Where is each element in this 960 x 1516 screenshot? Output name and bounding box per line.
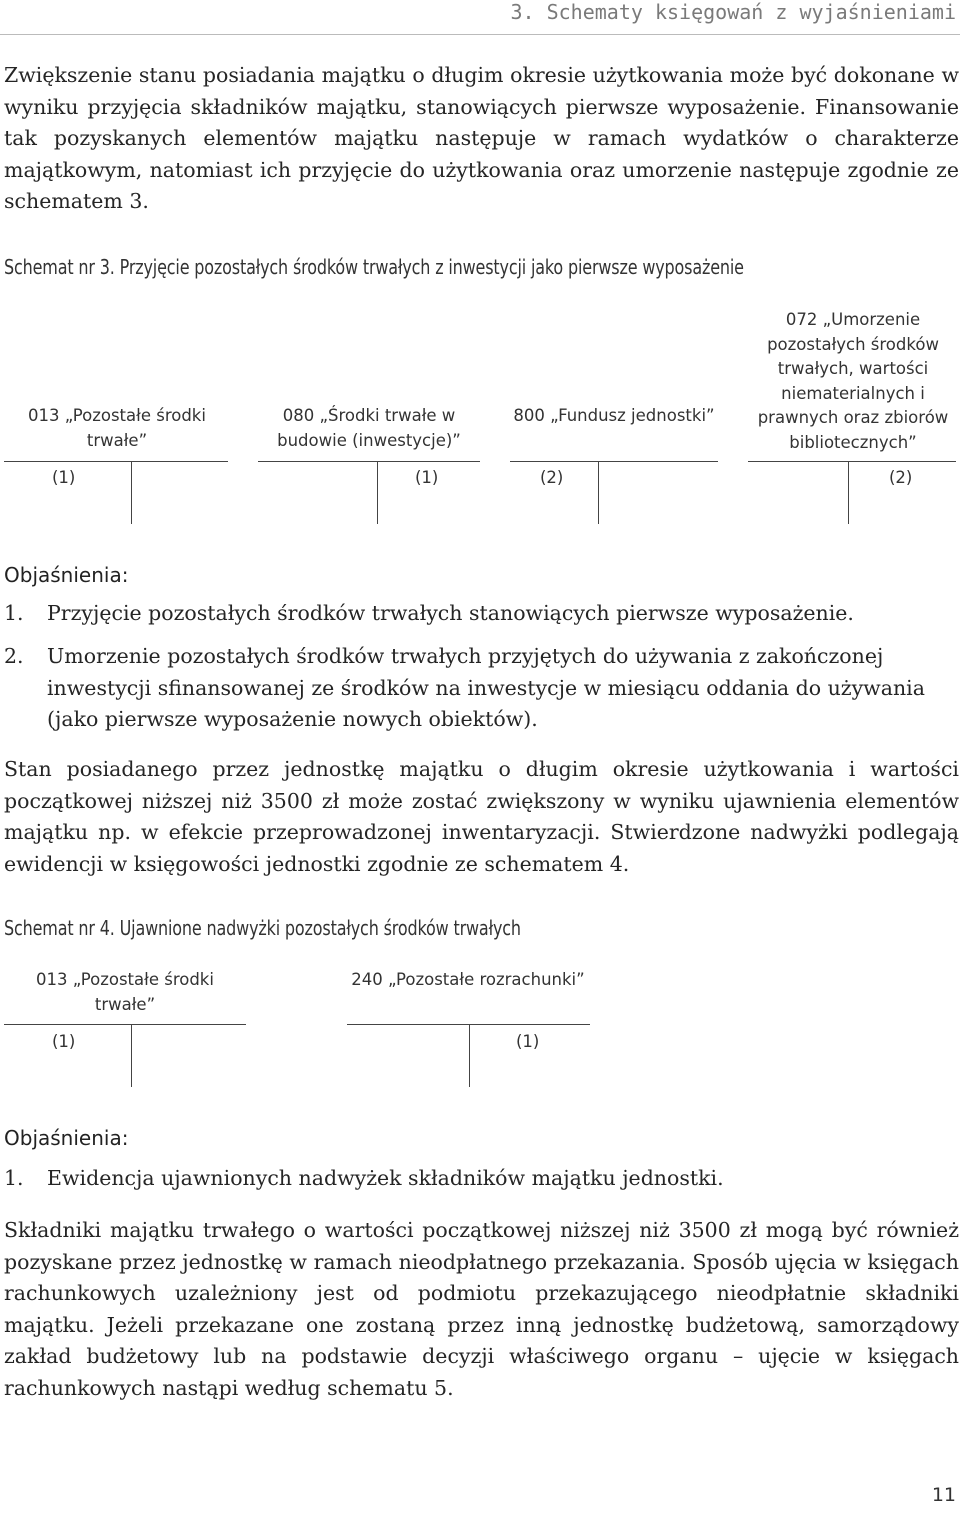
schema3-number: Schemat nr 3. [4,255,115,279]
intro-paragraph: Zwiększenie stanu posiadania majątku o długim okresie użytkowania może być dokonane w wyniku przyjęcia składników majątku, stanowiących pierwsze wyposażenie. Finansowanie tak pozyskanych elementów majątku następuje w ramach wydatków o charakterze majątkowym, natomiast ich przyjęcie do użytkowania oraz umorzenie następuje zgodnie ze schematem 3. [4,63,959,213]
schema4-title-text: Ujawnione nadwyżki pozostałych środków trwałych [119,916,521,940]
schema3-t-account-072-top [748,461,956,462]
schema4-title [4,916,521,940]
schema3-t-account-072-divider [848,462,849,524]
schema3-title-text: Przyjęcie pozostałych środków trwałych z inwestycji jako pierwsze wyposażenie [119,255,744,279]
page-header [0,0,960,35]
schema3-t-account-013-top [4,461,228,462]
schema3-account-072: 072 „Umorzenie pozostałych środków trwałych, wartości niematerialnych i prawnych oraz zbiorów bibliotecznych” [757,310,949,452]
schema4-account-240: 240 „Pozostałe rozrachunki” [351,970,585,989]
schema4-entry-240-credit: (1) [516,1032,540,1051]
schema4-explanation-1: 1. Ewidencja ujawnionych nadwyżek składników majątku jednostki. [4,1166,724,1190]
schema4-entry-013-debit: (1) [52,1032,76,1051]
middle-paragraph: Stan posiadanego przez jednostkę majątku o długim okresie użytkowania i wartości początkowej niższej niż 3500 zł może zostać zwiększony w wyniku ujawnienia elementów majątku np. w efekcie przeprowadzonej inwentaryzacji. Stwierdzone nadwyżki podlegają ewidencji w księgowości jednostki zgodnie ze schematem 4. [4,757,959,876]
schema3-entry-800-debit: (2) [540,468,564,487]
schema3-entry-072-credit: (2) [889,468,913,487]
schema3-explanation-2: 2. Umorzenie pozostałych środków trwałych przyjętych do używania z zakończonej inwestycji sfinansowanej ze środków na inwestycje w miesiącu oddania do używania (jako pierwsze wyposażenie nowych obiektów). [4,644,925,731]
schema3-entry-013-debit: (1) [52,468,76,487]
schema4-number: Schemat nr 4. [4,916,115,940]
schema3-explanation-1: 1. Przyjęcie pozostałych środków trwałych stanowiących pierwsze wyposażenie. [4,601,854,625]
schema4-account-013: 013 „Pozostałe środki trwałe” [36,970,214,1014]
schema3-account-013: 013 „Pozostałe środki trwałe” [28,406,206,450]
schema3-explanations-heading: Objaśnienia: [4,563,129,587]
schema4-t-account-240-divider [469,1025,470,1087]
schema3-t-account-800-divider [598,462,599,524]
schema4-t-account-013-divider [131,1025,132,1087]
schema3-t-account-080-divider [377,462,378,524]
schema3-t-account-013-divider [131,462,132,524]
schema3-account-080: 080 „Środki trwałe w budowie (inwestycje)” [277,406,461,450]
page-number: 11 [931,1484,956,1506]
schema3-title [4,255,744,279]
schema3-entry-080-credit: (1) [415,468,439,487]
schema3-account-800: 800 „Fundusz jednostki” [513,406,715,425]
final-paragraph: Składniki majątku trwałego o wartości początkowej niższej niż 3500 zł mogą być również pozyskane przez jednostkę w ramach nieodpłatnego przekazania. Sposób ujęcia w księgach rachunkowych uzależniony jest od podmiotu przekazującego nieodpłatnie składniki majątku. Jeżeli przekazane one zostaną przez inną jednostkę budżetową, samorządowy zakład budżetowy lub na podstawie decyzji właściwego organu – ujęcie w księgach rachunkowych nastąpi według schematu 5. [4,1218,959,1400]
schema4-t-account-013-top [4,1024,246,1025]
schema4-explanations-heading: Objaśnienia: [4,1126,129,1150]
schema3-t-account-080-top [258,461,480,462]
schema3-t-account-800-top [510,461,718,462]
chapter-title: 3. Schematy księgowań z wyjaśnieniami [510,0,956,24]
